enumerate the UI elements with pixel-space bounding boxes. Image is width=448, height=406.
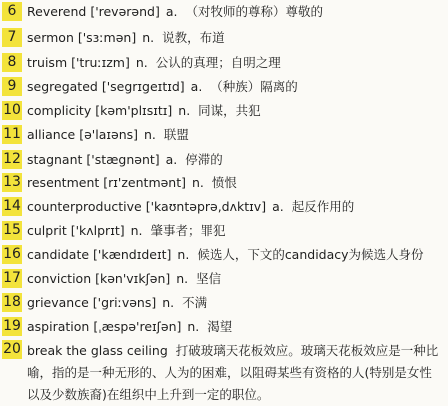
entry-definition: 打破玻璃天花板效应。玻璃天花板效应是一种比喻，指的是一种无形的、人为的困难，以阻碍某些有资格的人(特别是女性以及少数族裔)在组织中上升到一定的职位。 — [27, 343, 439, 402]
entry-number: 14 — [3, 198, 21, 214]
entry-pos: n. — [130, 223, 143, 238]
entry-definition: 停滞的 — [185, 152, 223, 167]
entry-ipa: ['kʌlprɪt] — [70, 223, 125, 238]
entry-number: 12 — [3, 151, 21, 167]
entry-pos: a. — [190, 79, 203, 94]
entry-ipa: ['griːvəns] — [92, 295, 157, 310]
vocab-entry-multiline — [0, 340, 448, 404]
entry-definition: 愤恨 — [211, 175, 237, 190]
entry-number: 17 — [3, 270, 21, 286]
entry-word: stagnant — [27, 152, 83, 167]
entry-pos: a. — [165, 152, 178, 167]
vocab-entry — [0, 2, 448, 21]
entry-word: aspiration — [27, 319, 90, 334]
entry-ipa: [ˌæspə'reɪʃən] — [93, 319, 182, 334]
vocab-entry — [0, 28, 448, 47]
entry-pos: n. — [144, 127, 156, 142]
entry-ipa: [ə'laɪəns] — [79, 127, 139, 142]
vocab-entry — [0, 197, 448, 216]
entry-word: Reverend — [27, 4, 87, 19]
entry-word: complicity — [27, 103, 92, 118]
entry-pos: a. — [272, 199, 284, 214]
vocab-entry — [0, 269, 448, 288]
entry-definition: （种族）隔离的 — [210, 79, 298, 94]
entry-definition: 起反作用的 — [291, 199, 355, 214]
entry-definition: 候选人，下文的candidacy为候选人身份 — [197, 247, 424, 262]
vocab-entry — [0, 101, 448, 120]
entry-ipa: ['kaʊntəprə,dʌktɪv] — [145, 199, 267, 214]
entry-pos: n. — [162, 295, 175, 310]
entry-definition: 肇事者；罪犯 — [150, 223, 226, 238]
vocab-entry — [0, 150, 448, 169]
entry-definition: 联盟 — [163, 127, 189, 142]
entry-ipa: ['truːɪzm] — [71, 55, 130, 70]
vocab-entry — [0, 293, 448, 312]
entry-pos: n. — [135, 55, 148, 70]
entry-number: 15 — [3, 222, 21, 238]
entry-ipa: [kəm'plɪsɪtɪ] — [95, 103, 173, 118]
entry-definition: 同谋，共犯 — [198, 103, 261, 118]
entry-ipa: ['kændɪdeɪt] — [93, 247, 172, 262]
entry-ipa: ['sɜːmən] — [77, 30, 137, 45]
entry-word: grievance — [27, 295, 89, 310]
entry-pos: n. — [178, 103, 191, 118]
entry-number: 13 — [3, 174, 21, 190]
entry-ipa: ['revərənd] — [90, 4, 160, 19]
entry-number: 18 — [3, 294, 21, 310]
entry-word: sermon — [27, 30, 74, 45]
entry-number: 7 — [2, 28, 22, 47]
vocab-entry — [0, 317, 448, 336]
entry-word: counterproductive — [27, 199, 142, 214]
entry-number: 19 — [3, 318, 21, 334]
entry-ipa: ['stægnənt] — [86, 152, 160, 167]
entry-number: 16 — [3, 246, 21, 262]
entry-definition: 渴望 — [207, 319, 233, 334]
entry-number: 9 — [2, 77, 22, 96]
vocab-entry — [0, 53, 448, 72]
entry-pos: a. — [165, 4, 178, 19]
entry-definition: 公认的真理；自明之理 — [155, 55, 281, 70]
entry-definition: 坚信 — [196, 271, 222, 286]
vocab-entry — [0, 77, 448, 96]
vocab-entry — [0, 245, 448, 264]
entry-word: truism — [27, 55, 68, 70]
entry-pos: n. — [192, 175, 204, 190]
entry-number: 10 — [3, 102, 21, 118]
entry-word: resentment — [27, 175, 100, 190]
entry-definition: 说教，布道 — [162, 30, 225, 45]
entry-pos: n. — [142, 30, 155, 45]
entry-number: 8 — [2, 53, 22, 72]
entry-word: segregated — [27, 79, 98, 94]
entry-word: culprit — [27, 223, 67, 238]
entry-word: conviction — [27, 271, 92, 286]
entry-pos: n. — [187, 319, 200, 334]
entry-word: alliance — [27, 127, 76, 142]
vocab-entry — [0, 221, 448, 240]
vocab-entry — [0, 125, 448, 144]
entry-word: candidate — [27, 247, 90, 262]
entry-number: 20 — [3, 341, 21, 357]
entry-ipa: ['segrɪgeɪtɪd] — [101, 79, 185, 94]
entry-definition: （对牧师的尊称）尊敬的 — [185, 4, 323, 19]
entry-number: 6 — [2, 2, 22, 21]
vocab-entry — [0, 173, 448, 192]
entry-pos: n. — [177, 247, 190, 262]
entry-ipa: [rɪ'zentmənt] — [103, 175, 187, 190]
entry-number: 11 — [3, 126, 21, 142]
entry-pos: n. — [176, 271, 189, 286]
entry-ipa: [kən'vɪkʃən] — [95, 271, 171, 286]
entry-word: break the glass ceiling — [27, 343, 168, 358]
entry-definition: 不满 — [182, 295, 208, 310]
